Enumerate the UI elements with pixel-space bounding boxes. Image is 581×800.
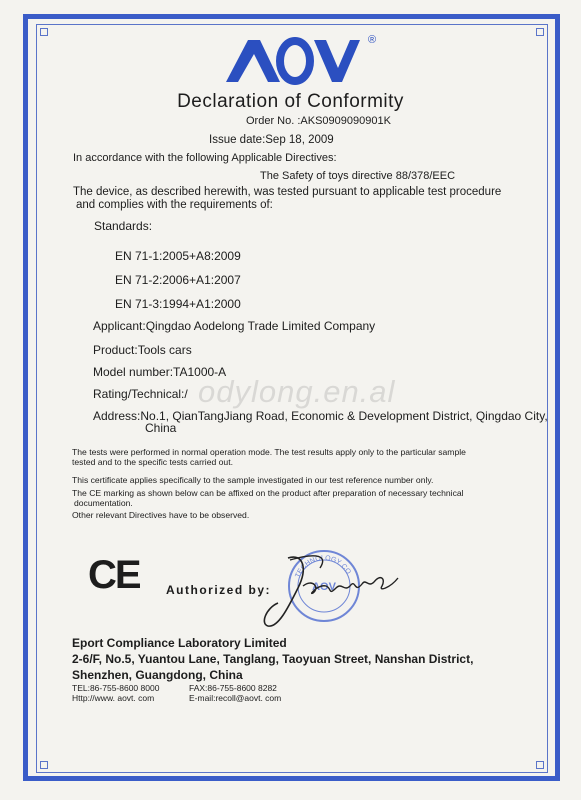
aov-logo [222, 36, 362, 86]
standard-item: EN 71-3:1994+A1:2000 [115, 297, 241, 311]
lab-address-line: 2-6/F, No.5, Yuantou Lane, Tanglang, Taoyuan Street, Nanshan District, [72, 652, 474, 666]
lab-email: E-mail:recoll@aovt. com [189, 693, 282, 703]
device-statement [73, 186, 501, 212]
border-corner-ornament [536, 761, 544, 769]
document-title: Declaration of Conformity [177, 91, 404, 112]
authorized-by-label: Authorized by: [166, 583, 271, 597]
address-field [93, 410, 548, 434]
standards-label: Standards: [94, 219, 153, 233]
address-line: Address:No.1, QianTangJiang Road, Economic & Development District, Qingdao City, [93, 409, 548, 423]
product-field: Product:Tools cars [93, 343, 192, 357]
note-line: The CE marking as shown below can be affixed on the product after preparation of necessary technical [72, 488, 464, 498]
note-line: tested and to the specific tests carried out. [72, 457, 233, 467]
border-corner-ornament [536, 28, 544, 36]
applicable-directive: The Safety of toys directive 88/378/EEC [260, 170, 456, 182]
ce-mark: CE [88, 553, 140, 597]
registered-mark: ® [368, 34, 377, 46]
note-ce-marking [72, 488, 464, 508]
note-line: The tests were performed in normal operation mode. The test results apply only to the particular sample [72, 447, 466, 457]
stamp-text: TECHNOLOGY CO [294, 554, 352, 579]
lab-fax: FAX:86-755-8600 8282 [189, 683, 277, 693]
logo-text: AOV [292, 66, 295, 67]
note-certificate-scope: This certificate applies specifically to the sample investigated in our test reference number only. [72, 475, 434, 485]
note-test-conditions [72, 447, 466, 467]
border-corner-ornament [40, 28, 48, 36]
note-line: documentation. [74, 498, 133, 508]
handwritten-signature [258, 548, 408, 633]
order-number: Order No. :AKS0909090901K [246, 115, 391, 127]
directives-intro: In accordance with the following Applicable Directives: [73, 152, 337, 164]
model-number-field: Model number:TA1000-A [93, 365, 227, 379]
lab-telephone: TEL:86-755-8600 8000 [72, 683, 160, 693]
stamp-logo-text: AOV [312, 581, 336, 593]
border-corner-ornament [40, 761, 48, 769]
address-line: China [145, 421, 177, 435]
applicant-field: Applicant:Qingdao Aodelong Trade Limited Company [93, 319, 376, 333]
standard-item: EN 71-2:2006+A1:2007 [115, 273, 241, 287]
rating-field: Rating/Technical:/ [93, 387, 188, 401]
lab-name: Eport Compliance Laboratory Limited [72, 636, 287, 650]
watermark: odylong.en.al [198, 374, 396, 409]
device-statement-line: and complies with the requirements of: [76, 199, 273, 211]
lab-address-line: Shenzhen, Guangdong, China [72, 668, 243, 682]
device-statement-line: The device, as described herewith, was tested pursuant to applicable test procedure [73, 186, 502, 198]
standard-item: EN 71-1:2005+A8:2009 [115, 249, 241, 263]
lab-website: Http://www. aovt. com [72, 693, 155, 703]
issue-date: Issue date:Sep 18, 2009 [209, 134, 334, 146]
note-other-directives: Other relevant Directives have to be observed. [72, 510, 250, 520]
